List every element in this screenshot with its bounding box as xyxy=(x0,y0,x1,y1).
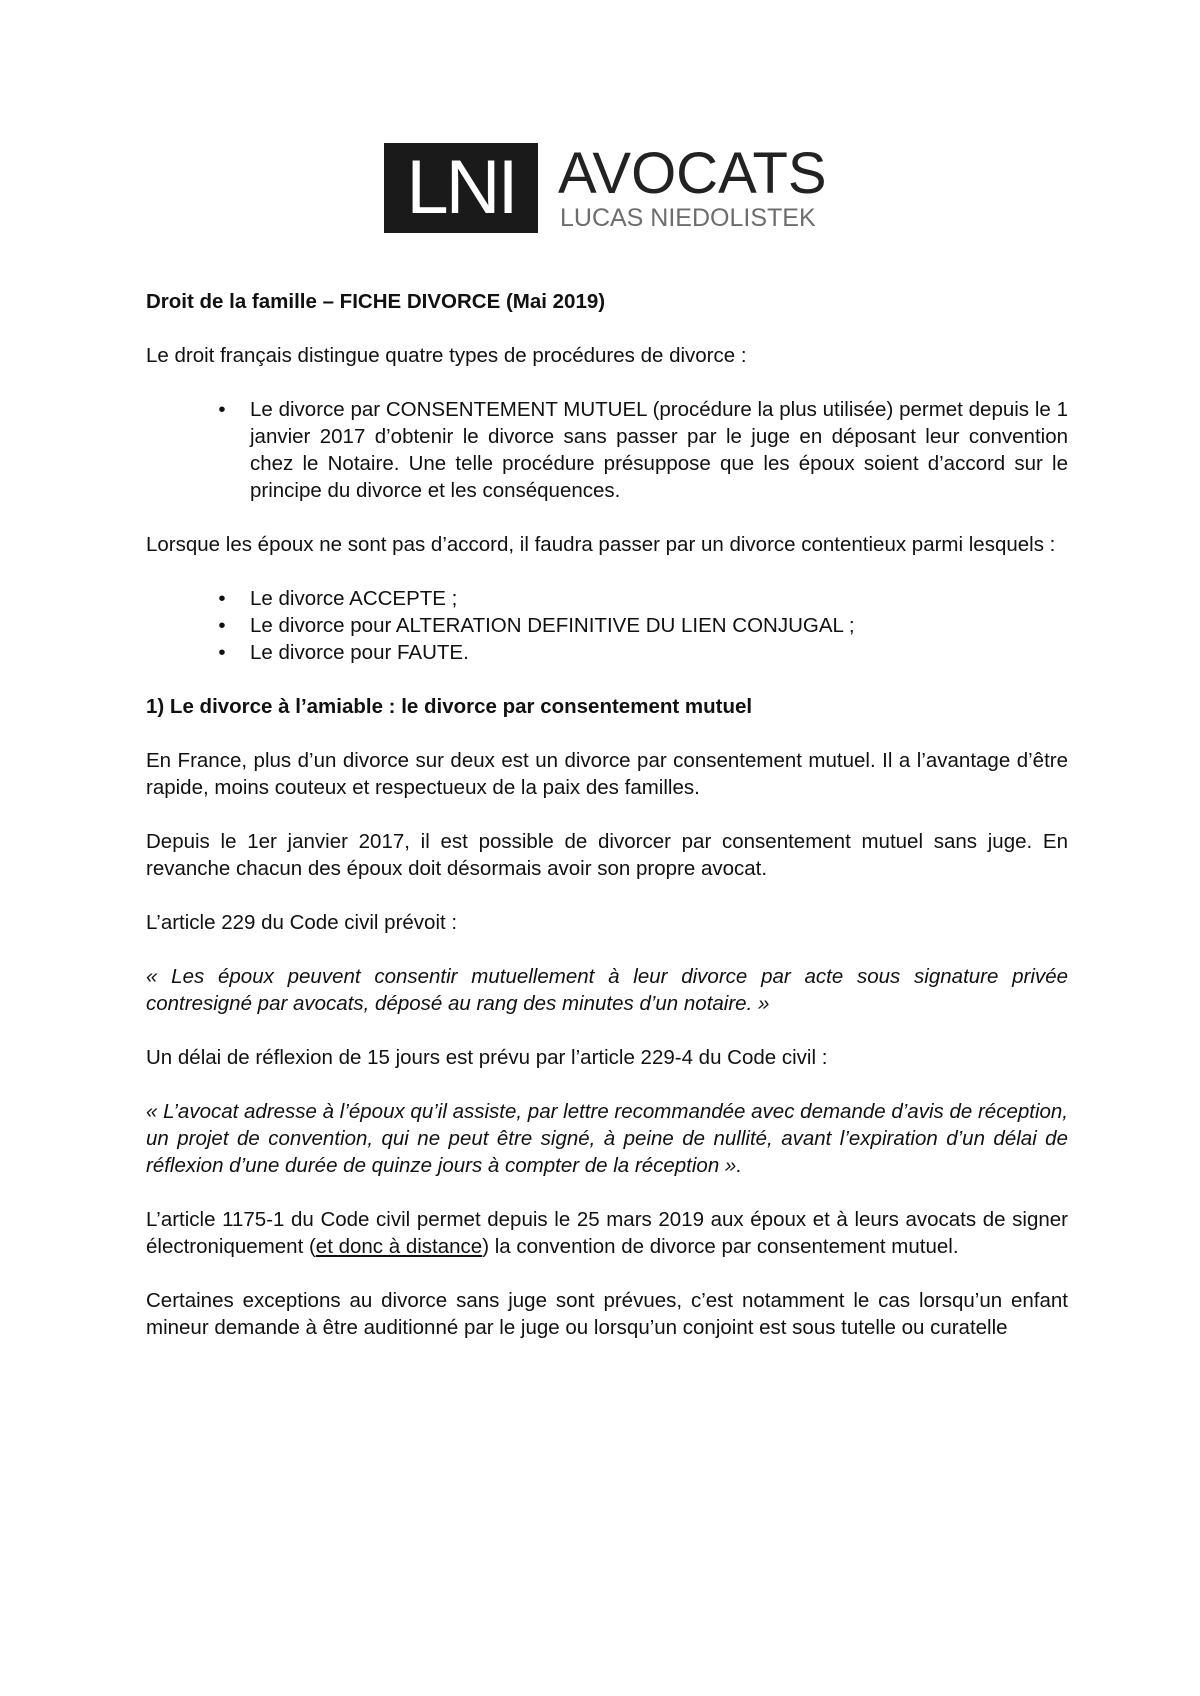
paragraph: Un délai de réflexion de 15 jours est prévu par l’article 229-4 du Code civil : xyxy=(146,1046,828,1069)
logo-subtitle: LUCAS NIEDOLISTEK xyxy=(560,204,816,232)
list-item-text: Le divorce pour FAUTE. xyxy=(250,641,469,664)
contentious-list xyxy=(146,585,1068,666)
underlined-text: et donc à distance xyxy=(315,1235,483,1258)
logo-mark: LNI xyxy=(384,143,538,233)
list-item xyxy=(218,612,1068,639)
mutual-consent-list xyxy=(146,396,1068,504)
logo-name: AVOCATS xyxy=(558,141,827,206)
bullet-icon: • xyxy=(218,614,226,637)
document-body xyxy=(146,288,1068,1368)
intro-paragraph: Le droit français distingue quatre types de procédures de divorce : xyxy=(146,344,747,367)
paragraph: Certaines exceptions au divorce sans juge sont prévues, c’est notamment le cas lorsqu’un enfant mineur demande à être auditionné par le juge ou lorsqu’un conjoint est sous tutelle ou curatelle xyxy=(146,1289,1068,1339)
list-item xyxy=(218,585,1068,612)
paragraph: L’article 229 du Code civil prévoit : xyxy=(146,911,458,934)
list-item-text: Le divorce pour ALTERATION DEFINITIVE DU LIEN CONJUGAL ; xyxy=(250,614,855,637)
contentious-intro-paragraph: Lorsque les époux ne sont pas d’accord, il faudra passer par un divorce contentieux parmi lesquels : xyxy=(146,533,1056,556)
paragraph: Depuis le 1er janvier 2017, il est possible de divorcer par consentement mutuel sans juge. En revanche chacun des époux doit désormais avoir son propre avocat. xyxy=(146,830,1068,880)
text-run: L’article 1175-1 du Code civil permet depuis le 25 mars 2019 aux époux et à leurs avocats de signer électroniquement ( xyxy=(146,1208,1068,1258)
quote-article-229: « Les époux peuvent consentir mutuellement à leur divorce par acte sous signature privée contresigné par avocats, déposé au rang des minutes d’un notaire. » xyxy=(146,965,1068,1015)
bullet-icon: • xyxy=(218,641,226,664)
bullet-icon: • xyxy=(218,587,226,610)
list-item-text: Le divorce par CONSENTEMENT MUTUEL (procédure la plus utilisée) permet depuis le 1 janvier 2017 d’obtenir le divorce sans passer par le juge en déposant leur convention chez le Notaire. Une telle procédure présuppose que les époux soient d’accord sur le principe du divorce et les conséquences. xyxy=(250,398,1068,502)
paragraph: En France, plus d’un divorce sur deux est un divorce par consentement mutuel. Il a l’avantage d’être rapide, moins couteux et respectueux de la paix des familles. xyxy=(146,749,1068,799)
bullet-icon: • xyxy=(218,398,226,421)
text-run: ) la convention de divorce par consentement mutuel. xyxy=(482,1235,959,1258)
quote-article-229-4: « L’avocat adresse à l’époux qu’il assiste, par lettre recommandée avec demande d’avis de réception, un projet de convention, qui ne peut être signé, à peine de nullité, avant l’expiration d’un délai de réflexion d’une durée de quinze jours à compter de la réception ». xyxy=(146,1100,1068,1177)
section-heading: 1) Le divorce à l’amiable : le divorce par consentement mutuel xyxy=(146,695,753,718)
list-item-text: Le divorce ACCEPTE ; xyxy=(250,587,458,610)
paragraph xyxy=(146,1206,1068,1260)
list-item xyxy=(218,396,1068,504)
document-title: Droit de la famille – FICHE DIVORCE (Mai 2019) xyxy=(146,290,606,313)
list-item xyxy=(218,639,1068,666)
